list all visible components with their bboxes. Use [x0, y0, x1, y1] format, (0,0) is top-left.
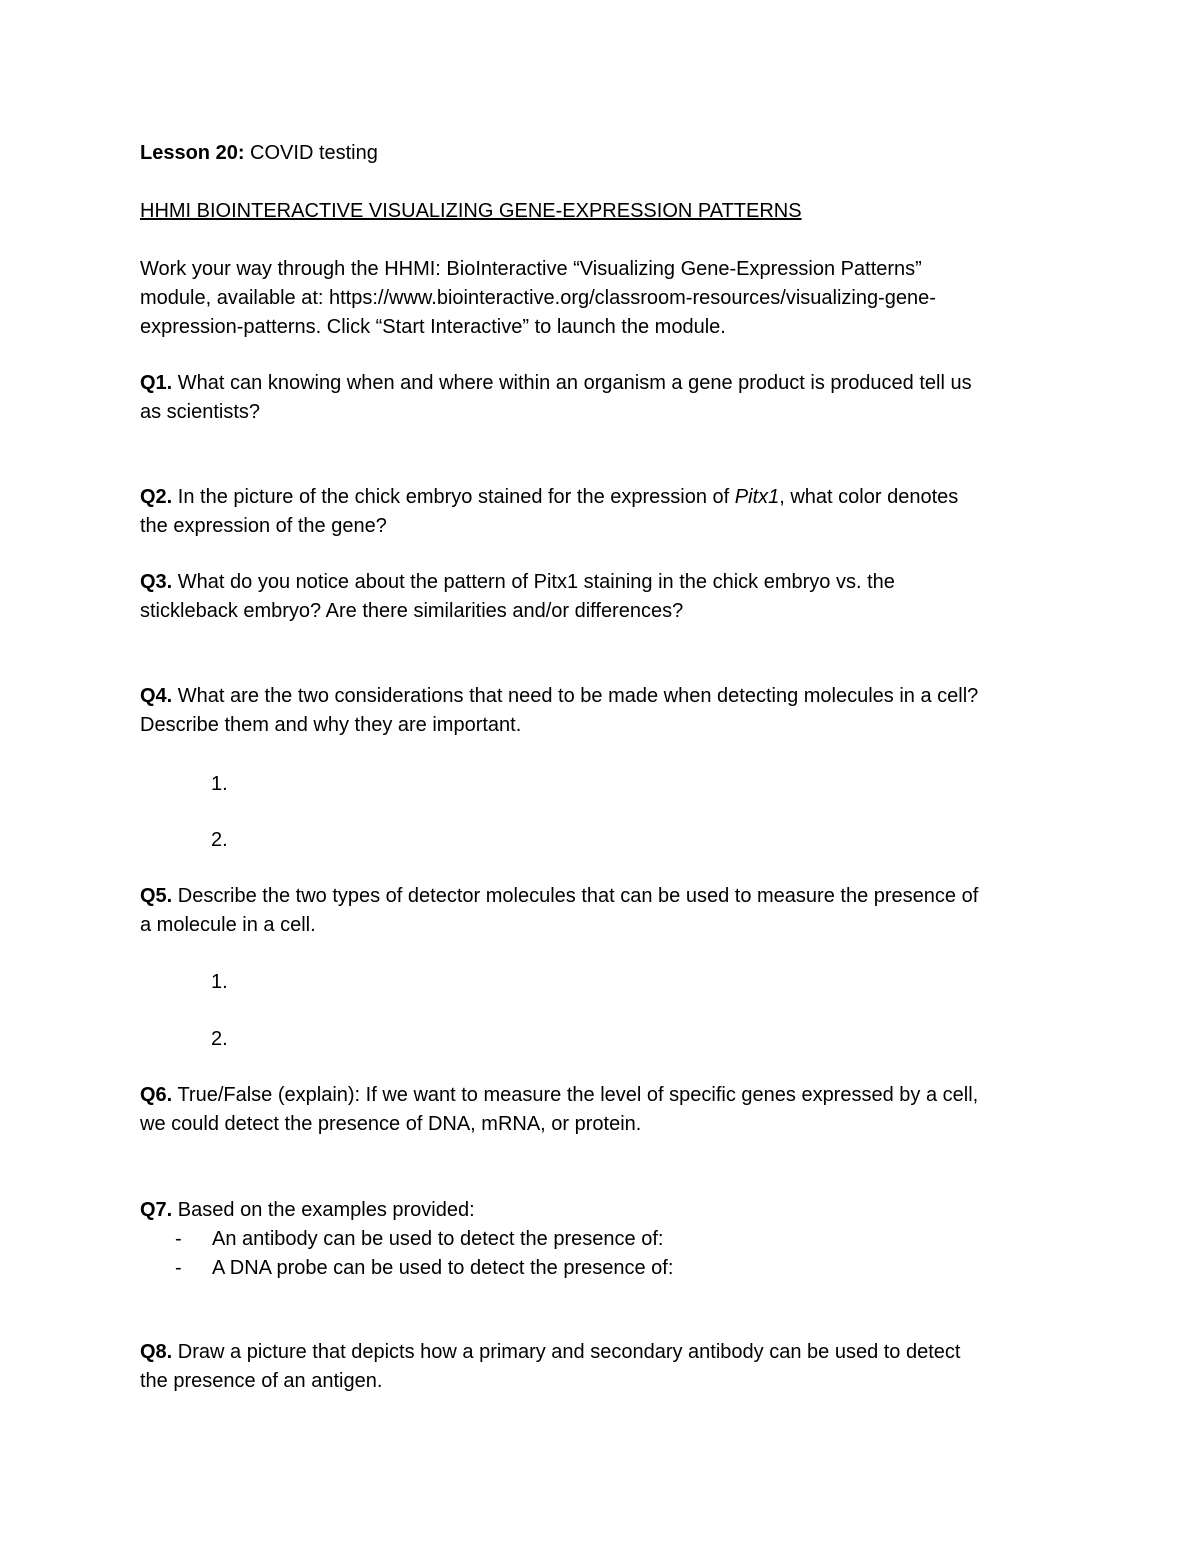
question-text: In the picture of the chick embryo stained for the expression of: [172, 486, 735, 508]
question-label: Q7.: [140, 1199, 173, 1221]
question-label: Q3.: [140, 571, 173, 593]
question-q3: [140, 568, 1070, 626]
list-item: [140, 1225, 1070, 1254]
question-text: as scientists?: [140, 401, 261, 423]
question-label: Q5.: [140, 885, 173, 907]
list-item-text: A DNA probe can be used to detect the presence of:: [212, 1257, 674, 1279]
question-q7: [140, 1196, 1070, 1225]
intro-line: module, available at: https://www.biointeractive.org/classroom-resources/visualizing-gene-: [140, 287, 936, 309]
question-label: Q6.: [140, 1084, 173, 1106]
answer-bullet-list: [140, 1225, 1070, 1283]
question-text: a molecule in a cell.: [140, 914, 316, 936]
module-heading: HHMI BIOINTERACTIVE VISUALIZING GENE-EXPRESSION PATTERNS: [140, 200, 802, 222]
question-q5: [140, 882, 1070, 940]
numbered-item: 2.: [211, 829, 228, 851]
list-item-text: An antibody can be used to detect the presence of:: [212, 1228, 664, 1250]
question-text: What do you notice about the pattern of Pitx1 staining in the chick embryo vs. the: [172, 571, 895, 593]
list-item: [140, 1254, 1070, 1283]
dash-bullet: -: [175, 1257, 182, 1279]
question-label: Q8.: [140, 1341, 173, 1363]
question-q2: [140, 483, 1070, 541]
question-text: Draw a picture that depicts how a primary and secondary antibody can be used to detect: [172, 1341, 961, 1363]
question-text: we could detect the presence of DNA, mRNA, or protein.: [140, 1113, 642, 1135]
question-q8: [140, 1338, 1070, 1396]
numbered-item: 1.: [211, 773, 228, 795]
question-text: True/False (explain): If we want to measure the level of specific genes expressed by a cell,: [172, 1084, 979, 1106]
question-text: Based on the examples provided:: [172, 1199, 475, 1221]
question-text: What can knowing when and where within an organism a gene product is produced tell us: [172, 372, 972, 394]
lesson-title-text: COVID testing: [244, 142, 378, 164]
dash-bullet: -: [175, 1228, 182, 1250]
question-text: Describe the two types of detector molecules that can be used to measure the presence of: [172, 885, 979, 907]
question-label: Q2.: [140, 486, 173, 508]
question-q1: [140, 369, 1070, 427]
numbered-item: 1.: [211, 971, 228, 993]
question-q4: [140, 682, 1070, 740]
question-text: the expression of the gene?: [140, 515, 387, 537]
question-text: stickleback embryo? Are there similarities and/or differences?: [140, 600, 684, 622]
lesson-title: [140, 139, 1070, 168]
question-text: , what color denotes: [779, 486, 959, 508]
intro-line: Work your way through the HHMI: BioInteractive “Visualizing Gene-Expression Patterns”: [140, 258, 922, 280]
lesson-title-label: Lesson 20:: [140, 142, 245, 164]
intro-paragraph: [140, 255, 1070, 342]
intro-line: expression-patterns. Click “Start Interactive” to launch the module.: [140, 316, 726, 338]
question-text: Describe them and why they are important.: [140, 714, 522, 736]
question-label: Q4.: [140, 685, 173, 707]
gene-name: Pitx1: [734, 486, 780, 508]
question-text: What are the two considerations that need to be made when detecting molecules in a cell?: [172, 685, 979, 707]
question-label: Q1.: [140, 372, 173, 394]
numbered-item: 2.: [211, 1028, 228, 1050]
question-q6: [140, 1081, 1070, 1139]
question-text: the presence of an antigen.: [140, 1370, 383, 1392]
